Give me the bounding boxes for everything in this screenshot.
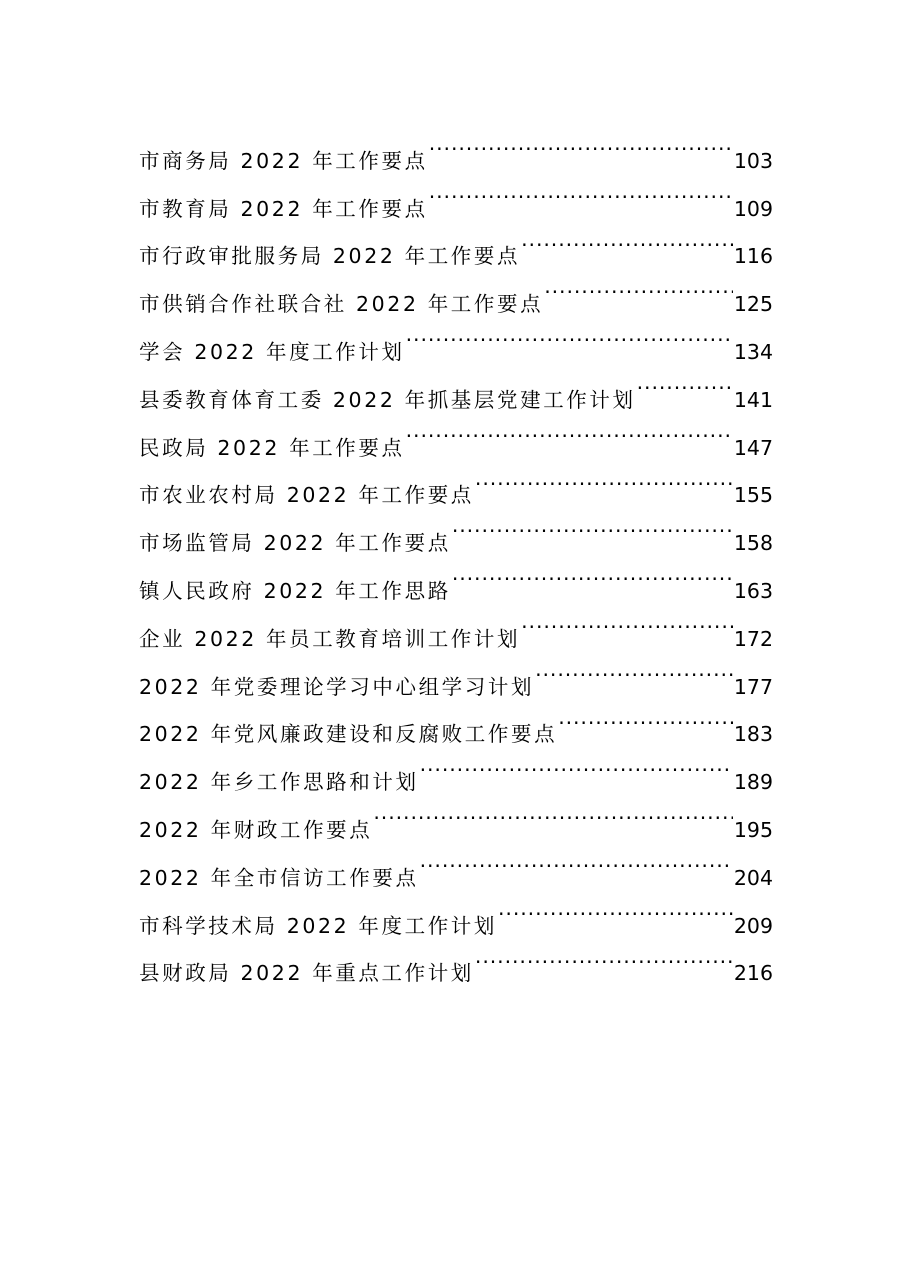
toc-entry-page-number: 125 <box>733 292 773 317</box>
toc-entry-title: 市教育局 2022 年工作要点 <box>139 196 428 221</box>
toc-entry-title: 市行政审批服务局 2022 年工作要点 <box>139 244 521 269</box>
toc-entry-page-number: 158 <box>733 531 773 556</box>
toc-entry-title: 2022 年全市信访工作要点 <box>139 865 419 890</box>
toc-entry-title: 2022 年党委理论学习中心组学习计划 <box>139 674 535 699</box>
toc-entry-page-number: 116 <box>733 244 773 269</box>
toc-entry-page-number: 195 <box>733 817 773 842</box>
toc-entry-title: 市供销合作社联合社 2022 年工作要点 <box>139 292 544 317</box>
toc-entry-title: 市农业农村局 2022 年工作要点 <box>139 483 474 508</box>
toc-dot-leader <box>475 455 733 503</box>
toc-entry-title: 2022 年乡工作思路和计划 <box>139 770 419 795</box>
toc-entry-title: 企业 2022 年员工教育培训工作计划 <box>139 626 521 651</box>
toc-entry-page-number: 134 <box>733 339 773 364</box>
toc-entry-title: 县财政局 2022 年重点工作计划 <box>139 961 474 986</box>
toc-entry-page-number: 155 <box>733 483 773 508</box>
toc-entry-page-number: 204 <box>733 865 773 890</box>
toc-dot-leader <box>406 407 733 455</box>
toc-dot-leader <box>373 789 732 837</box>
toc-entry-page-number: 172 <box>733 626 773 651</box>
toc-entry-title: 镇人民政府 2022 年工作思路 <box>139 578 451 603</box>
toc-entry-title: 市科学技术局 2022 年度工作计划 <box>139 913 498 938</box>
toc-dot-leader <box>521 598 733 646</box>
toc-entry[interactable] <box>139 120 773 173</box>
toc-entry-page-number: 109 <box>733 196 773 221</box>
toc-entry-title: 2022 年财政工作要点 <box>139 817 373 842</box>
toc-dot-leader <box>420 741 733 789</box>
toc-entry-page-number: 216 <box>733 961 773 986</box>
toc-entry-page-number: 147 <box>733 435 773 460</box>
toc-entry-page-number: 163 <box>733 578 773 603</box>
toc-dot-leader <box>544 263 733 311</box>
toc-entry-page-number: 103 <box>733 148 773 173</box>
toc-entry-title: 市场监管局 2022 年工作要点 <box>139 531 451 556</box>
toc-dot-leader <box>637 359 733 407</box>
toc-dot-leader <box>420 837 733 885</box>
toc-entry-page-number: 177 <box>733 674 773 699</box>
toc-entry-page-number: 189 <box>733 770 773 795</box>
toc-dot-leader <box>452 550 733 598</box>
toc-entry-title: 县委教育体育工委 2022 年抓基层党建工作计划 <box>139 387 636 412</box>
toc-dot-leader <box>429 168 733 216</box>
toc-entry-title: 市商务局 2022 年工作要点 <box>139 148 428 173</box>
toc-entry-title: 2022 年党风廉政建设和反腐败工作要点 <box>139 722 558 747</box>
table-of-contents <box>139 120 773 986</box>
toc-entry-page-number: 183 <box>733 722 773 747</box>
toc-dot-leader <box>535 646 733 694</box>
toc-dot-leader <box>452 502 733 550</box>
toc-entry-title: 民政局 2022 年工作要点 <box>139 435 405 460</box>
toc-dot-leader <box>475 933 733 981</box>
toc-dot-leader <box>406 311 733 359</box>
toc-dot-leader <box>521 216 733 264</box>
toc-dot-leader <box>498 885 733 933</box>
toc-dot-leader <box>429 120 733 168</box>
toc-dot-leader <box>558 694 733 742</box>
toc-entry-page-number: 209 <box>733 913 773 938</box>
toc-entry-page-number: 141 <box>733 387 773 412</box>
toc-entry-title: 学会 2022 年度工作计划 <box>139 339 405 364</box>
